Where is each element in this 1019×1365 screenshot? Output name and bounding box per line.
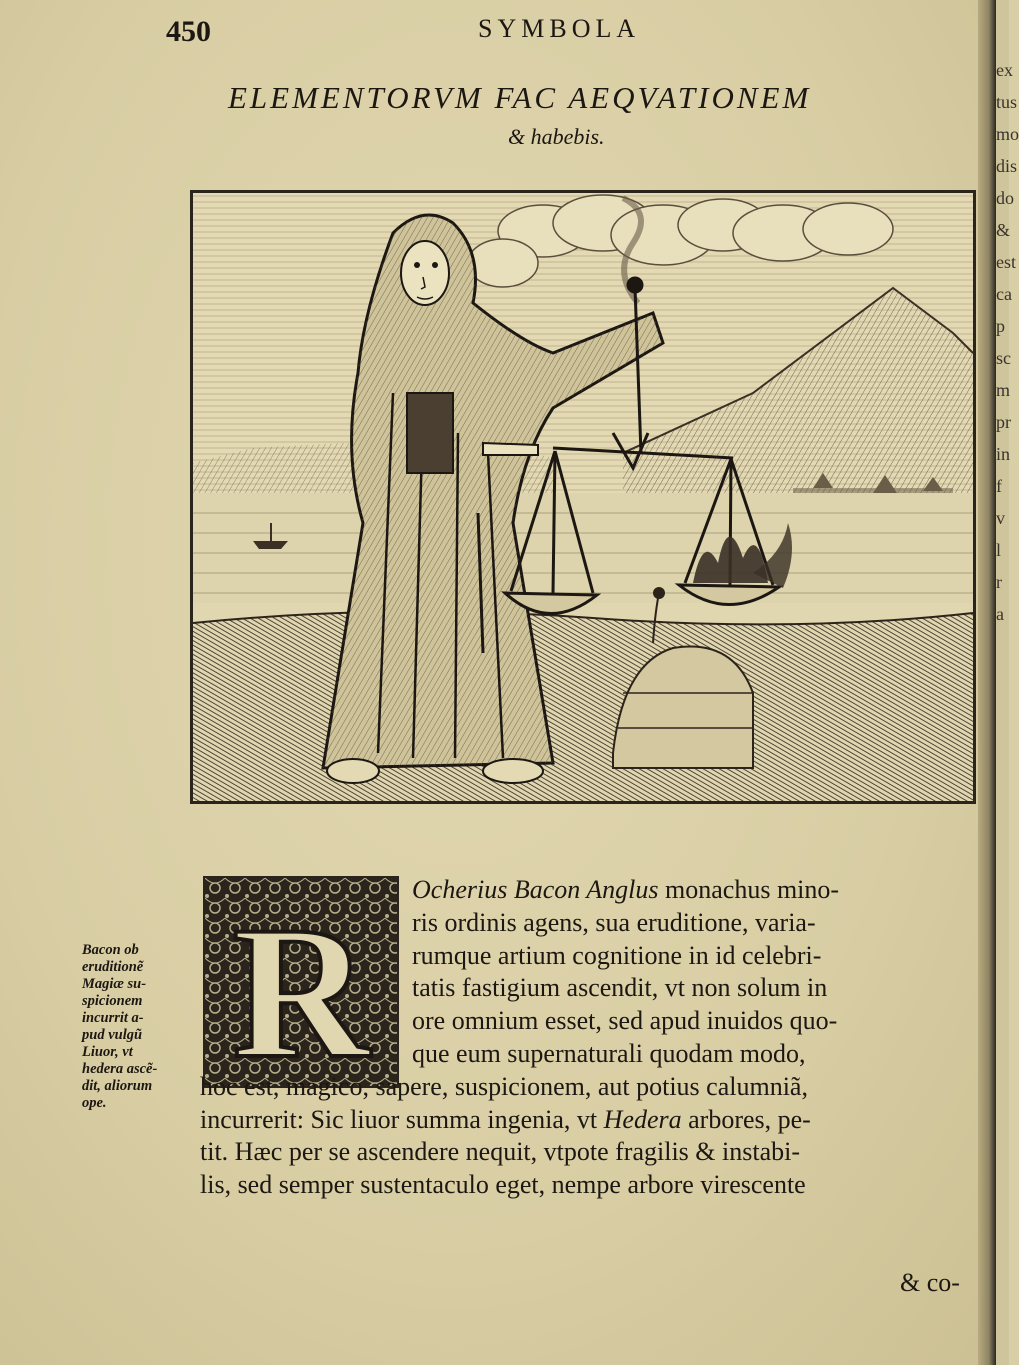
monk-with-scale-picture [193,193,973,801]
text-run: lis, sed semper sustentaculo eget, nempe arbore virescente [200,1170,806,1200]
marginal-line: Bacon ob [82,942,139,958]
emblem-subtitle: & habebis. [508,124,605,149]
body-line [412,940,821,973]
marginal-line: pud vulgũ [82,1027,143,1043]
facing-page-fragment: r [996,572,1002,592]
marginal-note [82,942,197,1112]
italic-word: Anglus [586,875,659,904]
facing-page-edge [996,0,1019,1365]
body-line [412,1038,806,1071]
facing-page-fragment: in [996,444,1011,464]
initial-letter: R [232,888,370,1098]
text-run: rumque artium cognitione in id celebri- [412,940,822,970]
facing-page-fragment: ca [996,284,1012,304]
page-number: 450 [166,15,211,48]
initial-letter-ornament [205,878,397,1098]
body-line [200,1136,800,1169]
running-head: SYMBOLA [478,14,641,43]
body-line [200,1071,808,1104]
body-line [200,1104,811,1137]
facing-page-fragment: dis [996,156,1018,176]
marginal-line: Liuor, vt [82,1044,133,1060]
facing-page-fragment: m [996,380,1011,400]
text-run: incurrerit: Sic liuor summa ingenia, vt [200,1104,604,1134]
facing-page-fragment: v [996,508,1005,528]
facing-page-fragment: do [996,188,1014,208]
marginal-line: Magiæ su- [82,976,147,992]
facing-page-fragment: tus [996,92,1018,112]
marginal-line: dit, aliorum [82,1078,153,1094]
italic-word: Ocherius Bacon [412,875,587,904]
marginal-line: hedera ascẽ- [82,1061,158,1077]
engraving-illustration [190,190,976,804]
text-run: tatis fastigium ascendit, vt non solum in [412,973,828,1003]
body-line [412,972,827,1005]
body-line [412,874,839,907]
facing-page-fragment: & [996,220,1011,240]
facing-page-fragment: l [996,540,1002,560]
body-line [412,1005,837,1038]
facing-page-fragment: ex [996,60,1013,80]
facing-page-fragment: sc [996,348,1011,368]
marginal-line: eruditionẽ [82,959,144,975]
text-run: hoc est, magico, sapere, suspicionem, aut potius calumniã, [200,1071,808,1101]
body-line [412,907,816,940]
facing-page-fragment: p [996,316,1005,336]
facing-page-fragment: f [996,476,1002,496]
text-run: monachus mino- [658,875,840,904]
marginal-line: spicionem [82,993,143,1009]
marginal-line: ope. [82,1095,107,1111]
text-run: tit. Hæc per se ascendere nequit, vtpote fragilis & instabi- [200,1137,800,1167]
emblem-title: ELEMENTORVM FAC AEQVATIONEM [228,80,812,115]
facing-page-fragment: a [996,604,1004,624]
text-run: ore omnium esset, sed apud inuidos quo- [412,1006,838,1036]
text-run: arbores, pe- [681,1104,811,1134]
text-run: que eum supernaturali quodam modo, [412,1039,806,1068]
text-run: ris ordinis agens, sua eruditione, varia- [412,907,816,937]
italic-word: Hedera [603,1104,682,1134]
book-gutter [978,0,996,1365]
facing-page-fragment: est [996,252,1016,272]
body-line [200,1169,806,1202]
facing-page-fragment: mo [996,124,1019,144]
catchword: & co- [900,1268,960,1297]
decorated-initial [203,876,399,1098]
facing-page-fragment: pr [996,412,1011,432]
marginal-line: incurrit a- [82,1010,144,1026]
